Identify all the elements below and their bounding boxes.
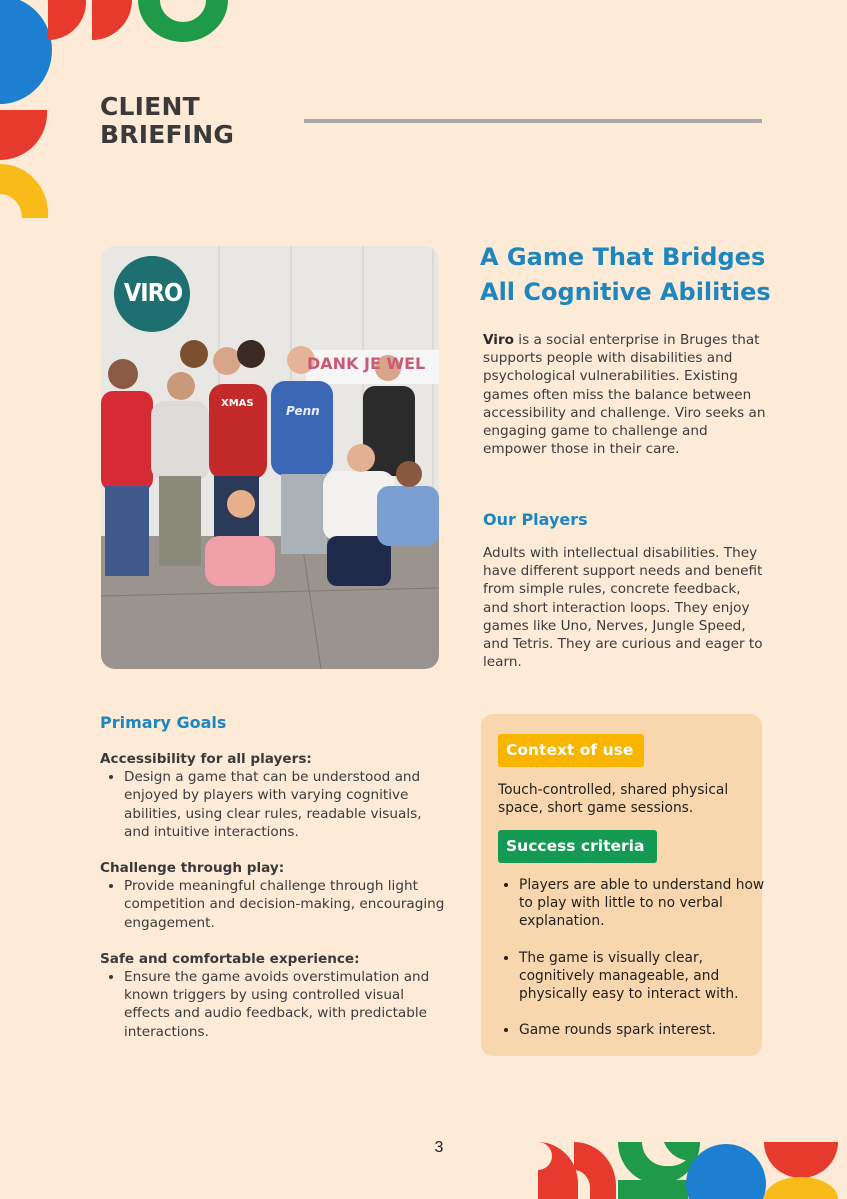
page-number: 3 [434, 1139, 444, 1156]
success-criteria-item: • The game is visually clear, cognitively manageable, and physically easy to interact with. [519, 949, 774, 1004]
intro-heading [480, 240, 800, 310]
goal-bullets [100, 768, 450, 841]
group-photo [101, 246, 439, 669]
goal-bullet: • Provide meaningful challenge through light competition and decision-making, encouraging engagement. [124, 877, 450, 932]
success-criteria-item: • Game rounds spark interest. [519, 1021, 774, 1039]
context-of-use-label: Context of use [498, 734, 644, 767]
shirt-text-penn: Penn [286, 404, 320, 418]
context-success-card [481, 714, 765, 1056]
page-title [100, 93, 300, 149]
goal-bullets [100, 877, 450, 932]
intro-heading-line1: A Game That Bridges [480, 243, 766, 271]
viro-logo-text: VIRO [123, 278, 183, 307]
title-divider [304, 119, 762, 123]
goal-bullet: • Design a game that can be understood and enjoyed by players with varying cognitive abilities, using clear rules, readable visuals, and intuitive interactions. [124, 768, 450, 841]
success-criteria-item: • Players are able to understand how to play with little to no verbal explanation. [519, 876, 774, 931]
success-criteria-list [498, 876, 774, 1057]
goal-title: Challenge through play: [100, 860, 285, 877]
goal-bullets [100, 968, 450, 1041]
page-title-line2: BRIEFING [100, 120, 235, 149]
page-title-line1: CLIENT [100, 92, 200, 121]
intro-lead-text: is a social enterprise in Bruges that supports people with disabilities and psychological vulnerabilities. Existing games often miss the balance between accessibility and challenge. Viro seeks an engaging game to challenge and empower those in their care. [483, 332, 766, 458]
goal-title: Accessibility for all players: [100, 751, 312, 767]
shirt-text-xmas: XMAS [221, 398, 254, 409]
intro-lead-bold: Viro [483, 332, 514, 348]
intro-paragraph [483, 331, 768, 458]
goal-title: Safe and comfortable experience: [100, 950, 360, 967]
goal-bullet: • Ensure the game avoids overstimulation and known triggers by using controlled visual effects and audio feedback, with predictable interactions. [124, 968, 450, 1041]
players-heading: Our Players [483, 510, 588, 529]
goals-list [100, 750, 450, 1059]
context-of-use-text: Touch-controlled, shared physical space, short game sessions. [498, 782, 729, 817]
players-paragraph: Adults with intellectual disabilities. They have different support needs and benefit from simple rules, concrete feedback, and short interaction loops. They enjoy games like Uno, Nerves, Jungle Speed, and Tetris. They are curious and eager to learn. [483, 545, 763, 671]
intro-heading-line2: All Cognitive Abilities [480, 278, 771, 306]
group-photo-illustration [101, 246, 439, 669]
banner-text: DANK JE WEL [307, 354, 426, 373]
success-criteria-label: Success criteria [498, 830, 657, 863]
goals-heading: Primary Goals [100, 713, 227, 732]
